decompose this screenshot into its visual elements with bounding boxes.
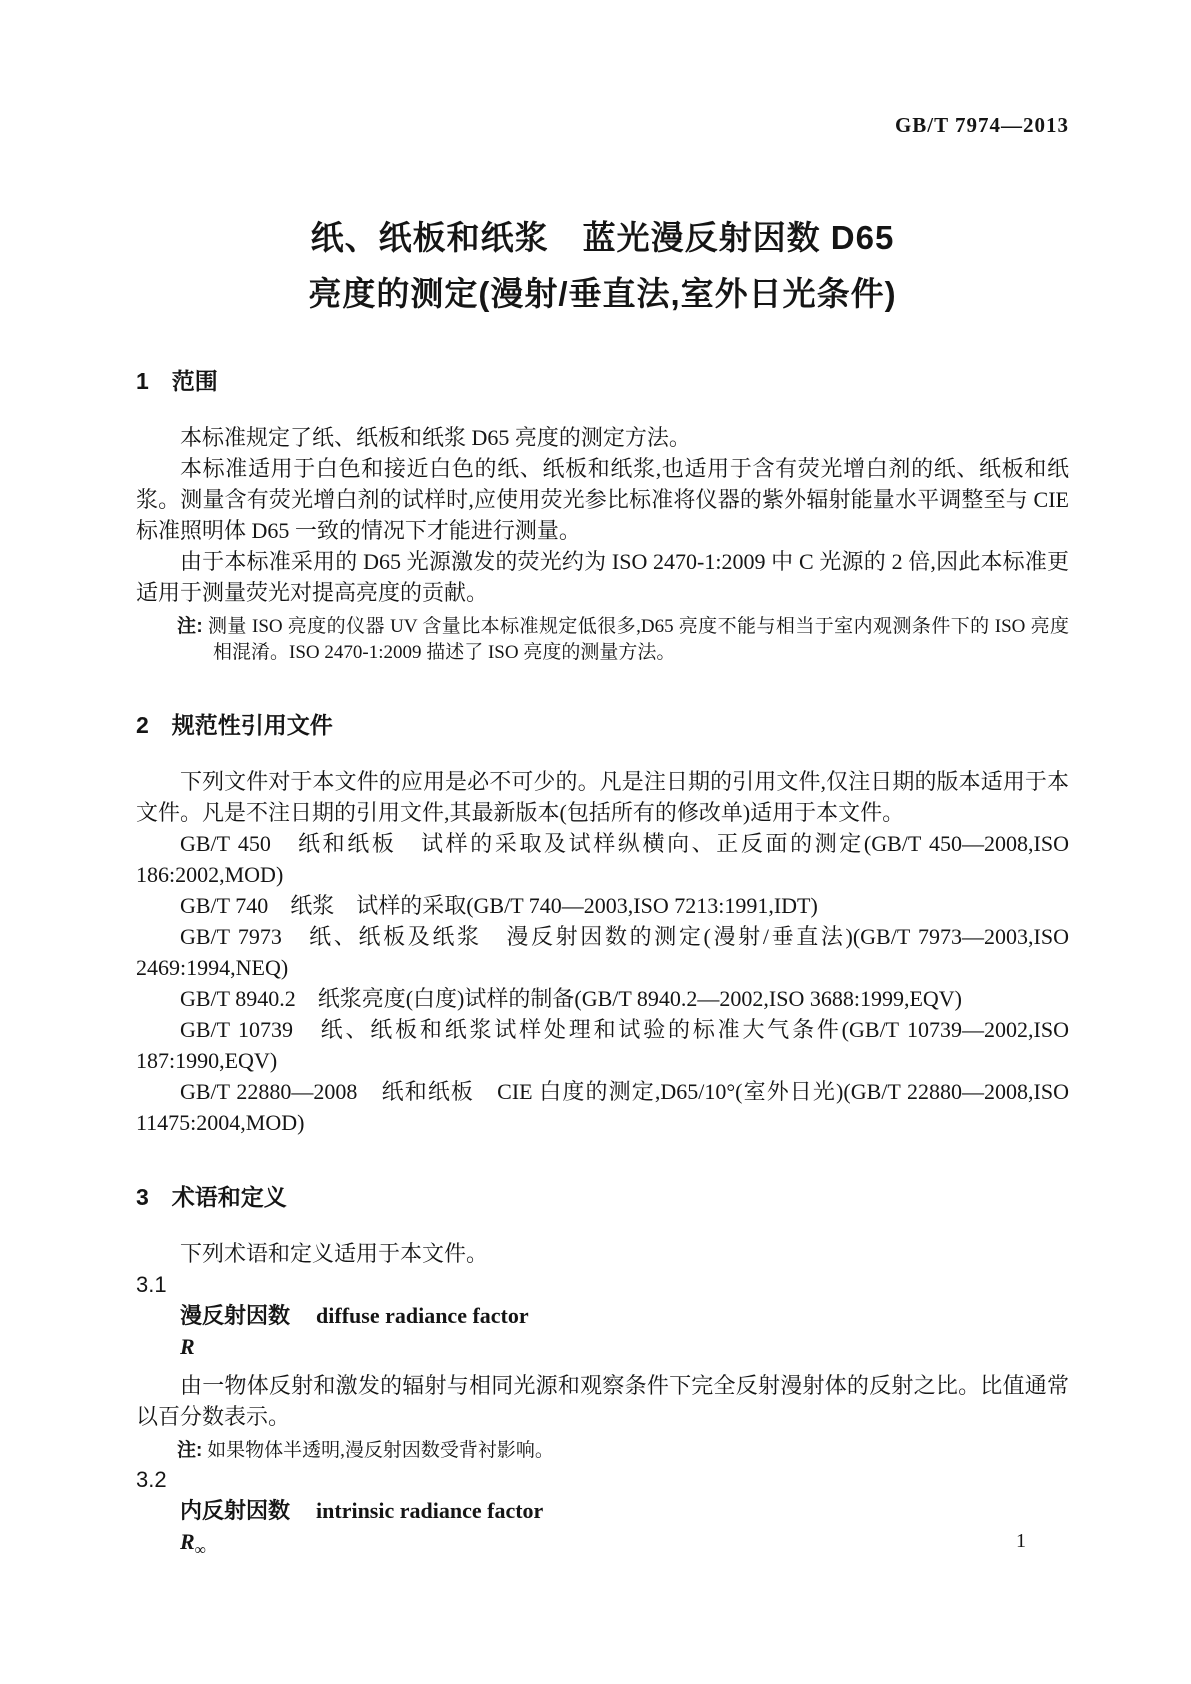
reference-item: GB/T 7973 纸、纸板及纸浆 漫反射因数的测定(漫射/垂直法)(GB/T 7973—2003,ISO 2469:1994,NEQ): [136, 924, 1069, 980]
term-name-en: intrinsic radiance factor: [316, 1498, 544, 1524]
section-1-note: [136, 614, 1069, 666]
note-label: 注:: [177, 616, 203, 637]
term-symbol-3-1: [136, 1331, 1069, 1370]
document-title-line1: 纸、纸板和纸浆 蓝光漫反射因数 D65: [310, 219, 895, 256]
term-name-3-2: [136, 1495, 1069, 1526]
term-symbol-3-2: [136, 1526, 1069, 1565]
term-definition-3-1: 由一物体反射和激发的辐射与相同光源和观察条件下完全反射漫射体的反射之比。比值通常以百分数表示。: [136, 1373, 1069, 1430]
section-1-paragraph-2: 本标准适用于白色和接近白色的纸、纸板和纸浆,也适用于含有荧光增白剂的纸、纸板和纸浆。测量含有荧光增白剂的试样时,应使用荧光参比标准将仪器的紫外辐射能量水平调整至与 CIE 标准照明体 D65 一致的情况下才能进行测量。: [136, 456, 1069, 543]
section-2-paragraph-1: 下列文件对于本文件的应用是必不可少的。凡是注日期的引用文件,仅注日期的版本适用于本文件。凡是不注日期的引用文件,其最新版本(包括所有的修改单)适用于本文件。: [136, 769, 1069, 825]
term-number-3-1: 3.1: [136, 1272, 167, 1297]
term-name-zh: 漫反射因数: [180, 1303, 291, 1328]
standard-code: GB/T 7974—2013: [894, 113, 1069, 137]
note-text: 如果物体半透明,漫反射因数受背衬影响。: [207, 1440, 554, 1462]
term-name-en: diffuse radiance factor: [316, 1303, 529, 1328]
term-note-3-1: [136, 1438, 1069, 1464]
note-text: 测量 ISO 亮度的仪器 UV 含量比本标准规定低很多,D65 亮度不能与相当于室内观测条件下的 ISO 亮度相混淆。ISO 2470-1:2009 描述了 ISO 亮度的测量方法。: [207, 616, 1070, 663]
term-name-3-1: [136, 1300, 1069, 1331]
section-3-intro: 下列术语和定义适用于本文件。: [180, 1241, 489, 1266]
section-1-heading: 1 范围: [136, 368, 218, 394]
document-title: [136, 210, 1069, 322]
term-number-3-2: 3.2: [136, 1467, 167, 1493]
reference-item: GB/T 22880—2008 纸和纸板 CIE 白度的测定,D65/10°(室外日光)(GB/T 22880—2008,ISO 11475:2004,MOD): [136, 1079, 1069, 1135]
reference-item: GB/T 740 纸浆 试样的采取(GB/T 740—2003,ISO 7213:1991,IDT): [180, 893, 818, 918]
page-content: [136, 112, 1069, 1566]
term-name-zh: 内反射因数: [180, 1498, 291, 1524]
term-symbol-letter: R: [180, 1529, 195, 1555]
reference-item: GB/T 450 纸和纸板 试样的采取及试样纵横向、正反面的测定(GB/T 450—2008,ISO 186:2002,MOD): [136, 831, 1069, 887]
section-1-paragraph-1: 本标准规定了纸、纸板和纸浆 D65 亮度的测定方法。: [180, 425, 691, 450]
term-symbol-subscript: ∞: [194, 1541, 206, 1559]
term-symbol-letter: R: [180, 1334, 195, 1359]
section-3-heading: 3 术语和定义: [136, 1184, 287, 1210]
page-number: 1: [1016, 1530, 1026, 1552]
section-2-heading: 2 规范性引用文件: [136, 712, 333, 738]
reference-item: GB/T 10739 纸、纸板和纸浆试样处理和试验的标准大气条件(GB/T 10739—2002,ISO 187:1990,EQV): [136, 1017, 1069, 1073]
reference-item: GB/T 8940.2 纸浆亮度(白度)试样的制备(GB/T 8940.2—2002,ISO 3688:1999,EQV): [180, 986, 963, 1011]
note-label: 注:: [177, 1440, 203, 1462]
document-title-line2: 亮度的测定(漫射/垂直法,室外日光条件): [308, 275, 897, 312]
section-1-paragraph-3: 由于本标准采用的 D65 光源激发的荧光约为 ISO 2470-1:2009 中 C 光源的 2 倍,因此本标准更适用于测量荧光对提高亮度的贡献。: [136, 549, 1069, 605]
